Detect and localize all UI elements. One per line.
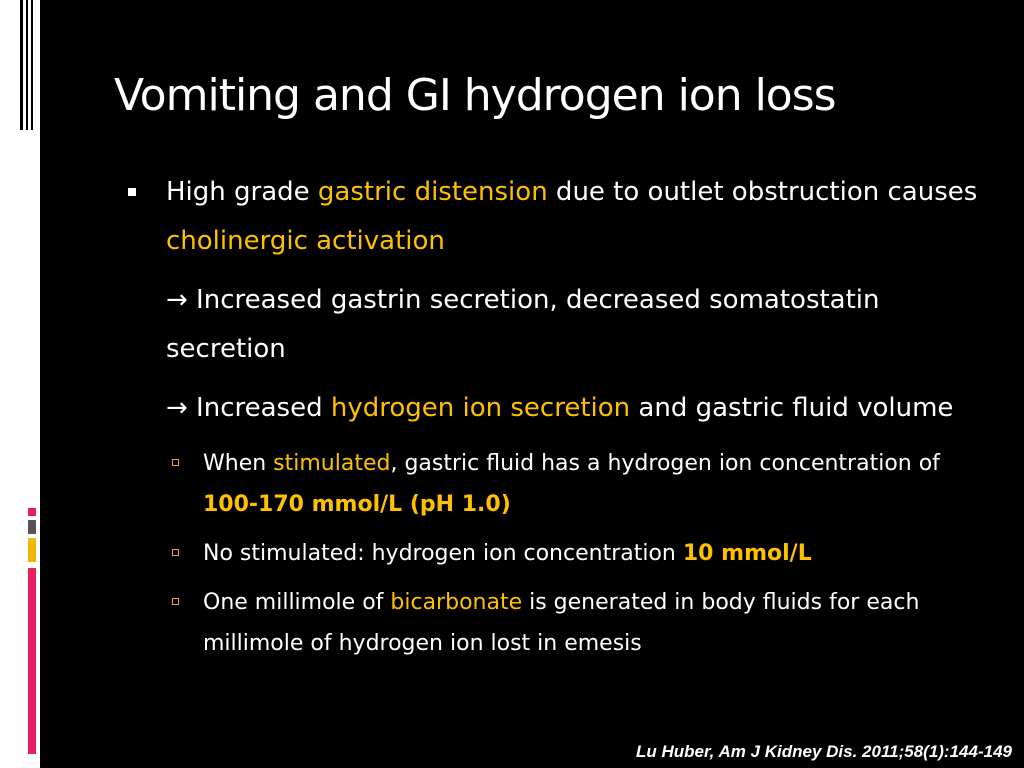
left-decorative-band — [0, 0, 40, 768]
sub-gastrin — [128, 276, 978, 374]
hollow-square-bullet-icon — [172, 549, 179, 556]
arrow-right-icon: → — [166, 285, 188, 315]
highlight-text: cholinergic activation — [166, 226, 445, 256]
highlight-text: bicarbonate — [390, 590, 523, 615]
sub-bullet-not-stimulated — [128, 533, 978, 574]
text: due to outlet obstruction causes — [547, 177, 978, 207]
decorative-block-pink — [28, 508, 36, 516]
citation: Lu Huber, Am J Kidney Dis. 2011;58(1):144-149 — [635, 742, 1012, 761]
arrow-right-icon: → — [166, 393, 188, 423]
text: is generated in body fluids for each millimole of hydrogen ion lost in emesis — [203, 590, 920, 656]
text: , gastric fluid has a hydrogen ion concentration of — [390, 451, 940, 476]
hollow-square-bullet-icon — [172, 459, 179, 466]
decorative-bar — [31, 0, 33, 130]
decorative-bar-pink — [28, 568, 36, 754]
sub-bullet-stimulated — [128, 443, 978, 525]
text: Increased — [187, 393, 331, 423]
highlight-text: hydrogen ion secretion — [330, 393, 631, 423]
hollow-square-bullet-icon — [172, 598, 179, 605]
slide-content — [128, 168, 978, 672]
text: High grade — [166, 177, 318, 207]
text: and gastric fluid volume — [630, 393, 954, 423]
text: Increased gastrin secretion, decreased somatostatin secretion — [166, 285, 880, 364]
highlight-text: gastric distension — [317, 177, 548, 207]
text: One millimole of — [203, 590, 391, 615]
highlight-value: 100-170 mmol/L (pH 1.0) — [203, 492, 511, 517]
highlight-text: stimulated — [273, 451, 391, 476]
sub-hydrogen-secretion — [128, 384, 978, 433]
slide-title: Vomiting and GI hydrogen ion loss — [114, 70, 836, 121]
text: When — [203, 451, 274, 476]
decorative-block-gray — [28, 520, 36, 534]
decorative-block-gold — [28, 538, 36, 562]
decorative-bar — [26, 0, 28, 130]
decorative-bar — [20, 0, 23, 130]
text: No stimulated: hydrogen ion concentration — [203, 541, 683, 566]
bullet-gastric-distension — [128, 168, 978, 266]
square-bullet-icon — [128, 188, 136, 196]
highlight-value: 10 mmol/L — [682, 541, 812, 566]
sub-bullet-bicarbonate — [128, 582, 978, 664]
